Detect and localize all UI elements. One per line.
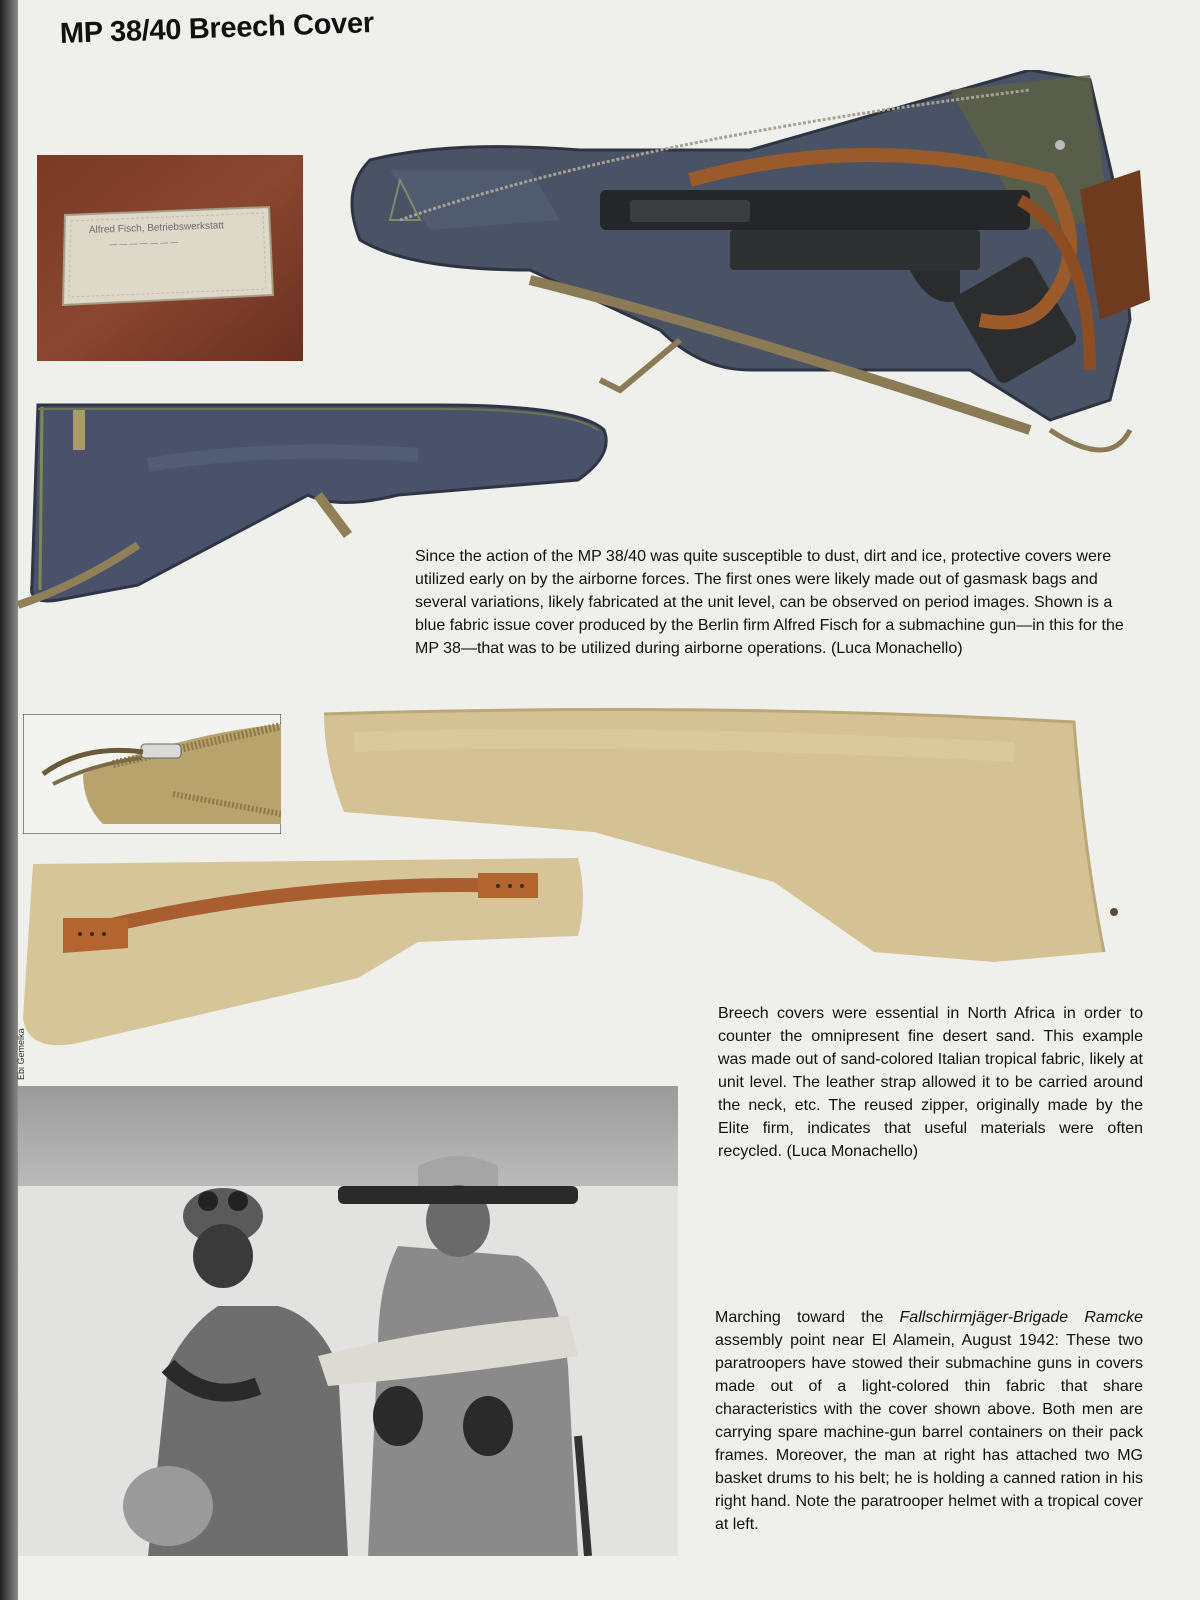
sand-cover-back-image — [18, 858, 588, 1058]
page-title: MP 38/40 Breech Cover — [59, 7, 375, 50]
caption-paratroopers — [715, 1306, 1143, 1536]
svg-text:— — — — — — —: — — — — — — — — [108, 237, 179, 249]
zipper-detail-image — [23, 714, 281, 834]
label-stamp-text: Alfred Fisch, Betriebswerkstatt — [88, 220, 225, 236]
caption-paratroopers-unit: Fallschirmjäger-Brigade Ramcke — [899, 1309, 1143, 1326]
book-page — [18, 0, 1200, 1600]
zipper-detail-photo — [23, 714, 281, 834]
caption-paratroopers-prefix: Marching toward the — [715, 1309, 900, 1326]
paratroopers-image — [18, 1086, 678, 1556]
label-closeup-image — [37, 155, 303, 361]
caption-paratroopers-body: assembly point near El Alamein, August 1942: These two paratroopers have stowed their submachine guns in covers made out of a light-colored thin fabric that share characteristics with the cover shown above. Both men are carrying spare machine-gun barrel containers on their pack frames. Moreover, the man at right has attached two MG basket drums to his belt; he is holding a canned ration in his right hand. Note the paratrooper helmet with a tropical cover at left. — [715, 1332, 1143, 1533]
paratroopers-photo — [18, 1086, 678, 1556]
sand-cover-back-photo — [18, 858, 588, 1058]
caption-blue-cover: Since the action of the MP 38/40 was quite susceptible to dust, dirt and ice, protective covers were utilized early on by the airborne forces. The first ones were likely made out of gasmask bags and several variations, likely fabricated at the unit level, can be observed on period images. Shown is a blue fabric issue cover produced by the Berlin firm Alfred Fisch for a submachine gun—in this for the MP 38—that was to be utilized during airborne operations. (Luca Monachello) — [415, 548, 1124, 657]
label-closeup-photo — [37, 155, 303, 361]
photo-credit: Ebi Gemelka — [16, 1028, 26, 1080]
caption-sand-cover: Breech covers were essential in North Africa in order to counter the omnipresent fine desert sand. This example was made out of sand-colored Italian tropical fabric, likely at unit level. The leather strap allowed it to be carried around the neck, etc. The reused zipper, originally made by the Elite firm, indicates that useful materials were often recycled. (Luca Monachello) — [718, 1005, 1143, 1160]
